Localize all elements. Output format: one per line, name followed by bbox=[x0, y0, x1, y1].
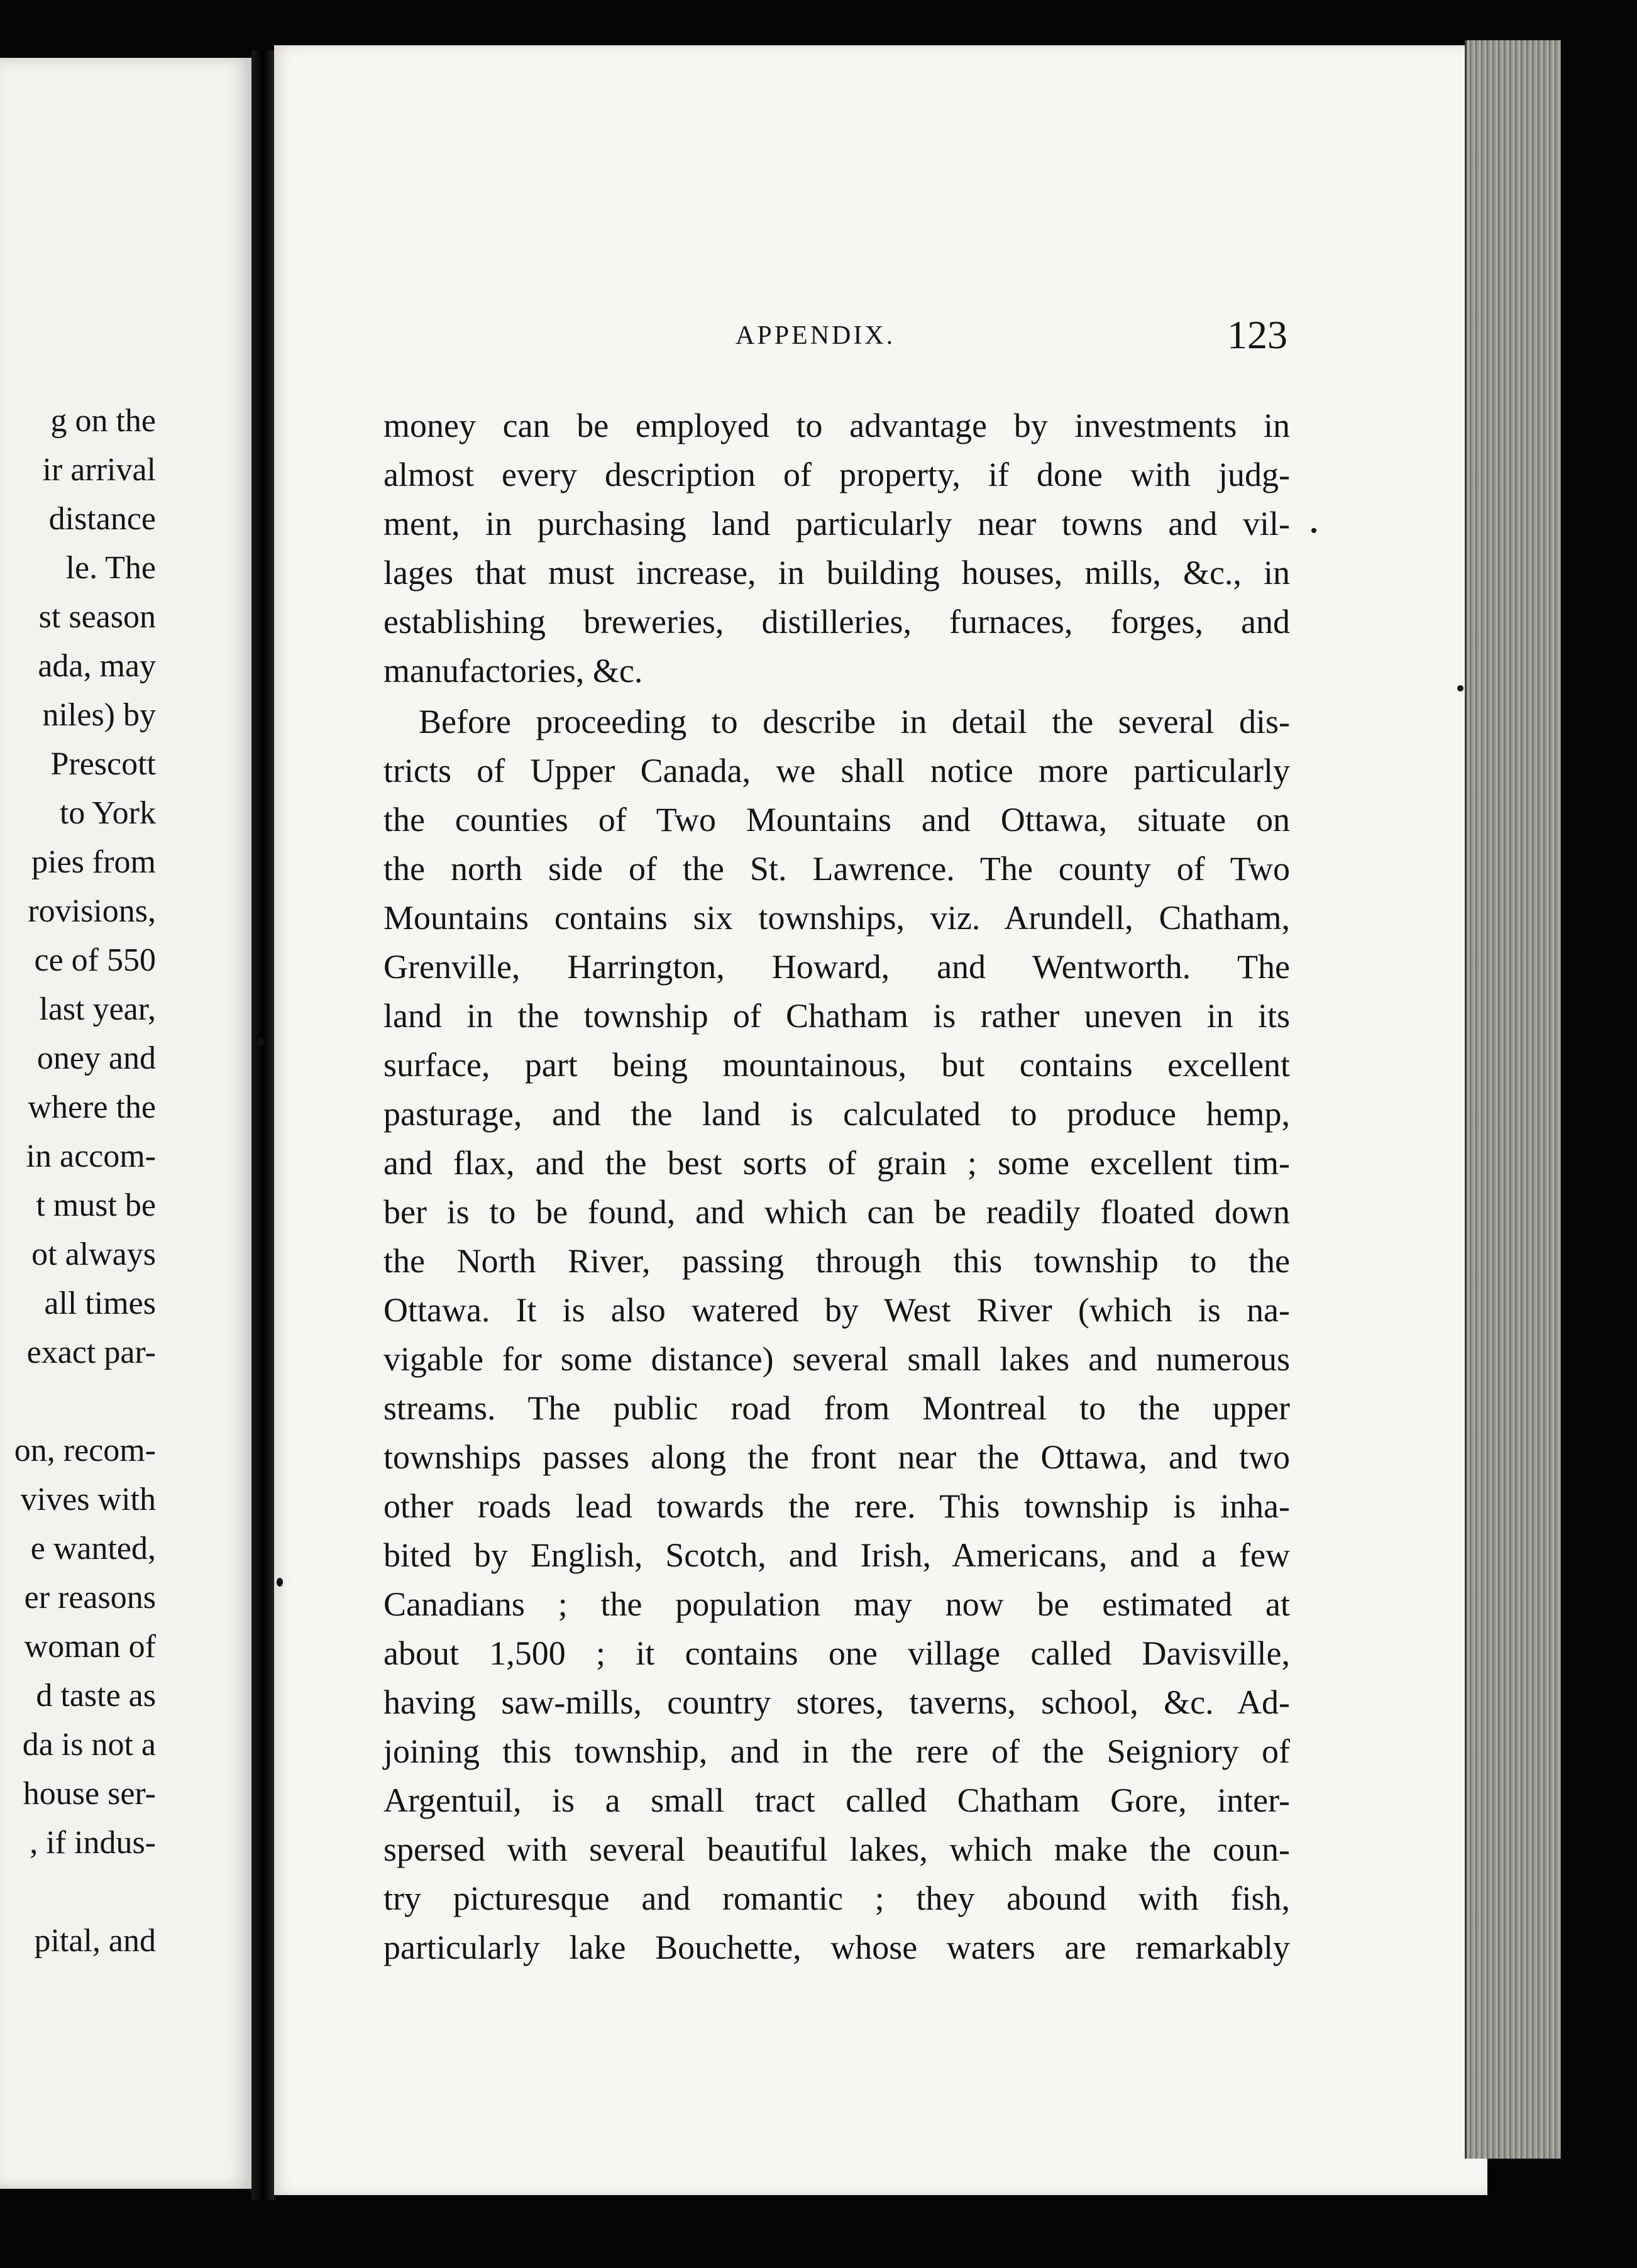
left-page-line: niles) by bbox=[42, 697, 156, 733]
left-page bbox=[0, 58, 251, 2189]
left-page-line: oney and bbox=[36, 1040, 156, 1076]
running-head bbox=[463, 312, 1287, 357]
left-page-line: distance bbox=[48, 501, 156, 537]
body-line: streams. The public road from Montreal to the upper bbox=[383, 1389, 1290, 1427]
left-page-line: vives with bbox=[20, 1482, 156, 1517]
left-page-line: on, recom- bbox=[14, 1433, 156, 1468]
body-line: manufactories, &c. bbox=[383, 652, 643, 690]
book-gutter bbox=[251, 50, 274, 2200]
left-page-line: exact par- bbox=[26, 1335, 156, 1370]
body-line: having saw-mills, country stores, taverns, school, &c. Ad- bbox=[383, 1683, 1290, 1721]
left-page-line: , if indus- bbox=[30, 1825, 156, 1861]
left-page-line: all times bbox=[44, 1285, 156, 1321]
body-line: Argentuil, is a small tract called Chatham Gore, inter- bbox=[383, 1781, 1290, 1819]
left-page-line: t must be bbox=[36, 1187, 156, 1223]
left-page-line: ir arrival bbox=[42, 452, 156, 488]
body-line: other roads lead towards the rere. This township is inha- bbox=[383, 1487, 1290, 1525]
body-line: Before proceeding to describe in detail the several dis- bbox=[419, 703, 1290, 740]
body-line: and flax, and the best sorts of grain ; some excellent tim- bbox=[383, 1144, 1290, 1182]
scan-speck bbox=[1311, 528, 1316, 533]
body-line: pasturage, and the land is calculated to produce hemp, bbox=[383, 1095, 1290, 1133]
scan-speck bbox=[258, 1037, 264, 1046]
body-line: townships passes along the front near the Ottawa, and two bbox=[383, 1438, 1290, 1476]
body-line: lages that must increase, in building houses, mills, &c., in bbox=[383, 554, 1290, 592]
body-line: Mountains contains six townships, viz. Arundell, Chatham, bbox=[383, 899, 1290, 937]
body-line: spersed with several beautiful lakes, which make the coun- bbox=[383, 1830, 1290, 1868]
left-page-line: pies from bbox=[31, 844, 156, 880]
page-edges bbox=[1465, 40, 1561, 2159]
body-line: about 1,500 ; it contains one village called Davisville, bbox=[383, 1634, 1290, 1672]
left-page-line: where the bbox=[28, 1089, 156, 1125]
left-page-line: da is not a bbox=[22, 1727, 156, 1763]
body-line: particularly lake Bouchette, whose waters are remarkably bbox=[383, 1929, 1290, 1966]
scan-speck bbox=[1457, 685, 1463, 691]
left-page-line: Prescott bbox=[50, 746, 156, 782]
page-number: 123 bbox=[1227, 312, 1287, 357]
body-line: ber is to be found, and which can be readily floated down bbox=[383, 1193, 1290, 1231]
body-line: vigable for some distance) several small lakes and numerous bbox=[383, 1340, 1290, 1378]
left-page-line: g on the bbox=[50, 403, 156, 439]
left-page-line: woman of bbox=[24, 1629, 156, 1665]
body-line: try picturesque and romantic ; they abound with fish, bbox=[383, 1880, 1290, 1917]
left-page-line: d taste as bbox=[36, 1678, 156, 1714]
body-line: the north side of the St. Lawrence. The county of Two bbox=[383, 850, 1290, 888]
left-page-line: ce of 550 bbox=[34, 942, 156, 978]
body-line: land in the township of Chatham is rather uneven in its bbox=[383, 997, 1290, 1035]
body-line: the North River, passing through this township to the bbox=[383, 1242, 1290, 1280]
left-page-line: rovisions, bbox=[28, 893, 156, 929]
body-line: almost every description of property, if done with judg- bbox=[383, 456, 1290, 493]
body-line: establishing breweries, distilleries, furnaces, forges, and bbox=[383, 603, 1290, 641]
body-line: Canadians ; the population may now be estimated at bbox=[383, 1585, 1290, 1623]
left-page-line: ada, may bbox=[38, 648, 156, 684]
left-page-line: e wanted, bbox=[30, 1531, 156, 1566]
body-line: ment, in purchasing land particularly near towns and vil- bbox=[383, 505, 1290, 542]
running-head-title: APPENDIX. bbox=[736, 321, 896, 350]
left-page-line: ot always bbox=[31, 1236, 156, 1272]
left-page-line: er reasons bbox=[24, 1580, 156, 1616]
body-line: bited by English, Scotch, and Irish, Americans, and a few bbox=[383, 1536, 1290, 1574]
left-page-line: last year, bbox=[39, 991, 156, 1027]
body-line: surface, part being mountainous, but contains excellent bbox=[383, 1046, 1290, 1084]
scan-speck bbox=[277, 1578, 283, 1587]
body-line: joining this township, and in the rere of the Seigniory of bbox=[383, 1732, 1290, 1770]
left-page-line: st season bbox=[38, 599, 156, 635]
left-page-line: to York bbox=[59, 795, 156, 831]
body-line: Grenville, Harrington, Howard, and Wentworth. The bbox=[383, 948, 1290, 986]
left-page-line: pital, and bbox=[34, 1923, 156, 1959]
left-page-line: in accom- bbox=[26, 1138, 156, 1174]
body-line: money can be employed to advantage by investments in bbox=[383, 407, 1290, 444]
body-line: the counties of Two Mountains and Ottawa, situate on bbox=[383, 801, 1290, 839]
left-page-line: le. The bbox=[65, 550, 156, 586]
left-page-line: house ser- bbox=[23, 1776, 156, 1812]
body-line: Ottawa. It is also watered by West River (which is na- bbox=[383, 1291, 1290, 1329]
body-line: tricts of Upper Canada, we shall notice more particularly bbox=[383, 752, 1290, 790]
